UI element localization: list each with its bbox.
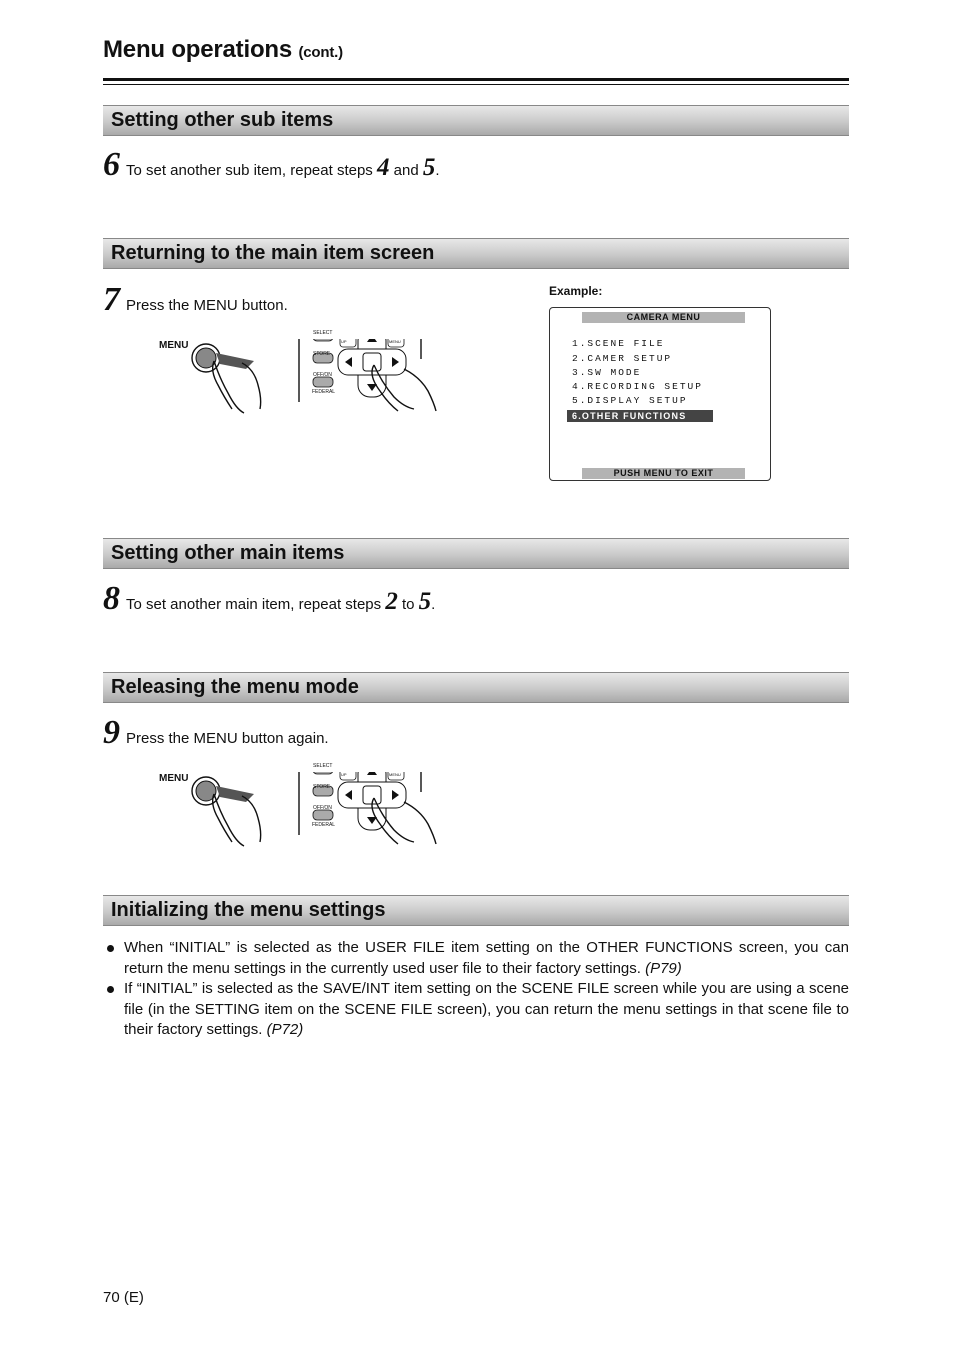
pad-label-select: SELECT (313, 330, 333, 336)
page-title (103, 36, 343, 64)
section-heading-initializing: Initializing the menu settings (103, 895, 849, 926)
pad-label-offon: OFF/ON (313, 805, 332, 811)
section-heading-main-items: Setting other main items (103, 538, 849, 569)
menu-item-5: 5.DISPLAY SETUP (572, 395, 688, 406)
page-ref: (P72) (266, 1021, 304, 1038)
menu-button-illustration (158, 330, 442, 419)
pad-label-federal: FEDERAL (312, 822, 336, 828)
step-number: 7 (103, 281, 120, 318)
header-rule (103, 78, 849, 81)
pad-label-store: STORE (313, 351, 331, 357)
step-number: 8 (103, 580, 120, 617)
menu-item-2: 2.CAMER SETUP (572, 353, 673, 364)
step-8 (103, 582, 435, 616)
step-6 (103, 148, 440, 182)
section-heading-returning: Returning to the main item screen (103, 238, 849, 269)
camera-menu-screen (549, 307, 771, 481)
page-title-text: Menu operations (103, 36, 293, 63)
step-7 (103, 283, 288, 317)
menu-label: MENU (159, 340, 189, 351)
section-heading-sub-items: Setting other sub items (103, 105, 849, 136)
section-heading-releasing: Releasing the menu mode (103, 672, 849, 703)
menu-item-4: 4.RECORDING SETUP (572, 381, 703, 392)
list-item: If “INITIAL” is selected as the SAVE/INT item setting on the SCENE FILE screen while you are using a scene file (in the SETTING item on the SCENE FILE screen), you can return the menu settings in that scene file to their factory settings. (P72) (103, 979, 849, 1041)
pad-label-offon: OFF/ON (313, 372, 332, 378)
bullet-list (103, 938, 849, 1041)
pad-label-store: STORE (313, 784, 331, 790)
bullet-icon (107, 986, 114, 993)
hand-press-icon (158, 339, 442, 419)
menu-button-illustration-2 (158, 763, 442, 852)
pad-label-federal: FEDERAL (312, 389, 336, 395)
page-title-cont: (cont.) (298, 44, 343, 61)
step-text: To set another main item, repeat steps 2 to 5. (126, 588, 436, 615)
bullet-icon (107, 945, 114, 952)
header-rule-thin (103, 84, 849, 85)
pad-key-up: UP (341, 339, 347, 344)
menu-item-selected: 6.OTHER FUNCTIONS (567, 410, 713, 422)
example-label: Example: (549, 284, 603, 298)
step-text: Press the MENU button. (126, 297, 288, 314)
step-9 (103, 716, 329, 750)
step-text: To set another sub item, repeat steps 4 and 5. (126, 154, 440, 181)
pad-key-menu: MENU (389, 772, 401, 777)
menu-header: CAMERA MENU (582, 312, 745, 323)
page-number: 70 (E) (103, 1289, 144, 1306)
pad-label-select: SELECT (313, 763, 333, 769)
menu-item-1: 1.SCENE FILE (572, 338, 665, 349)
hand-press-icon (158, 772, 442, 852)
menu-label: MENU (159, 773, 189, 784)
page-ref: (P79) (645, 959, 682, 977)
menu-item-3: 3.SW MODE (572, 367, 642, 378)
step-number: 9 (103, 714, 120, 751)
pad-key-up: UP (341, 772, 347, 777)
pad-key-menu: MENU (389, 339, 401, 344)
step-text: Press the MENU button again. (126, 730, 329, 747)
menu-footer: PUSH MENU TO EXIT (582, 468, 745, 479)
step-number: 6 (103, 146, 120, 183)
list-item: When “INITIAL” is selected as the USER FILE item setting on the OTHER FUNCTIONS screen, you can return the menu settings in the currently used user file to their factory settings. (P79) (103, 938, 849, 979)
